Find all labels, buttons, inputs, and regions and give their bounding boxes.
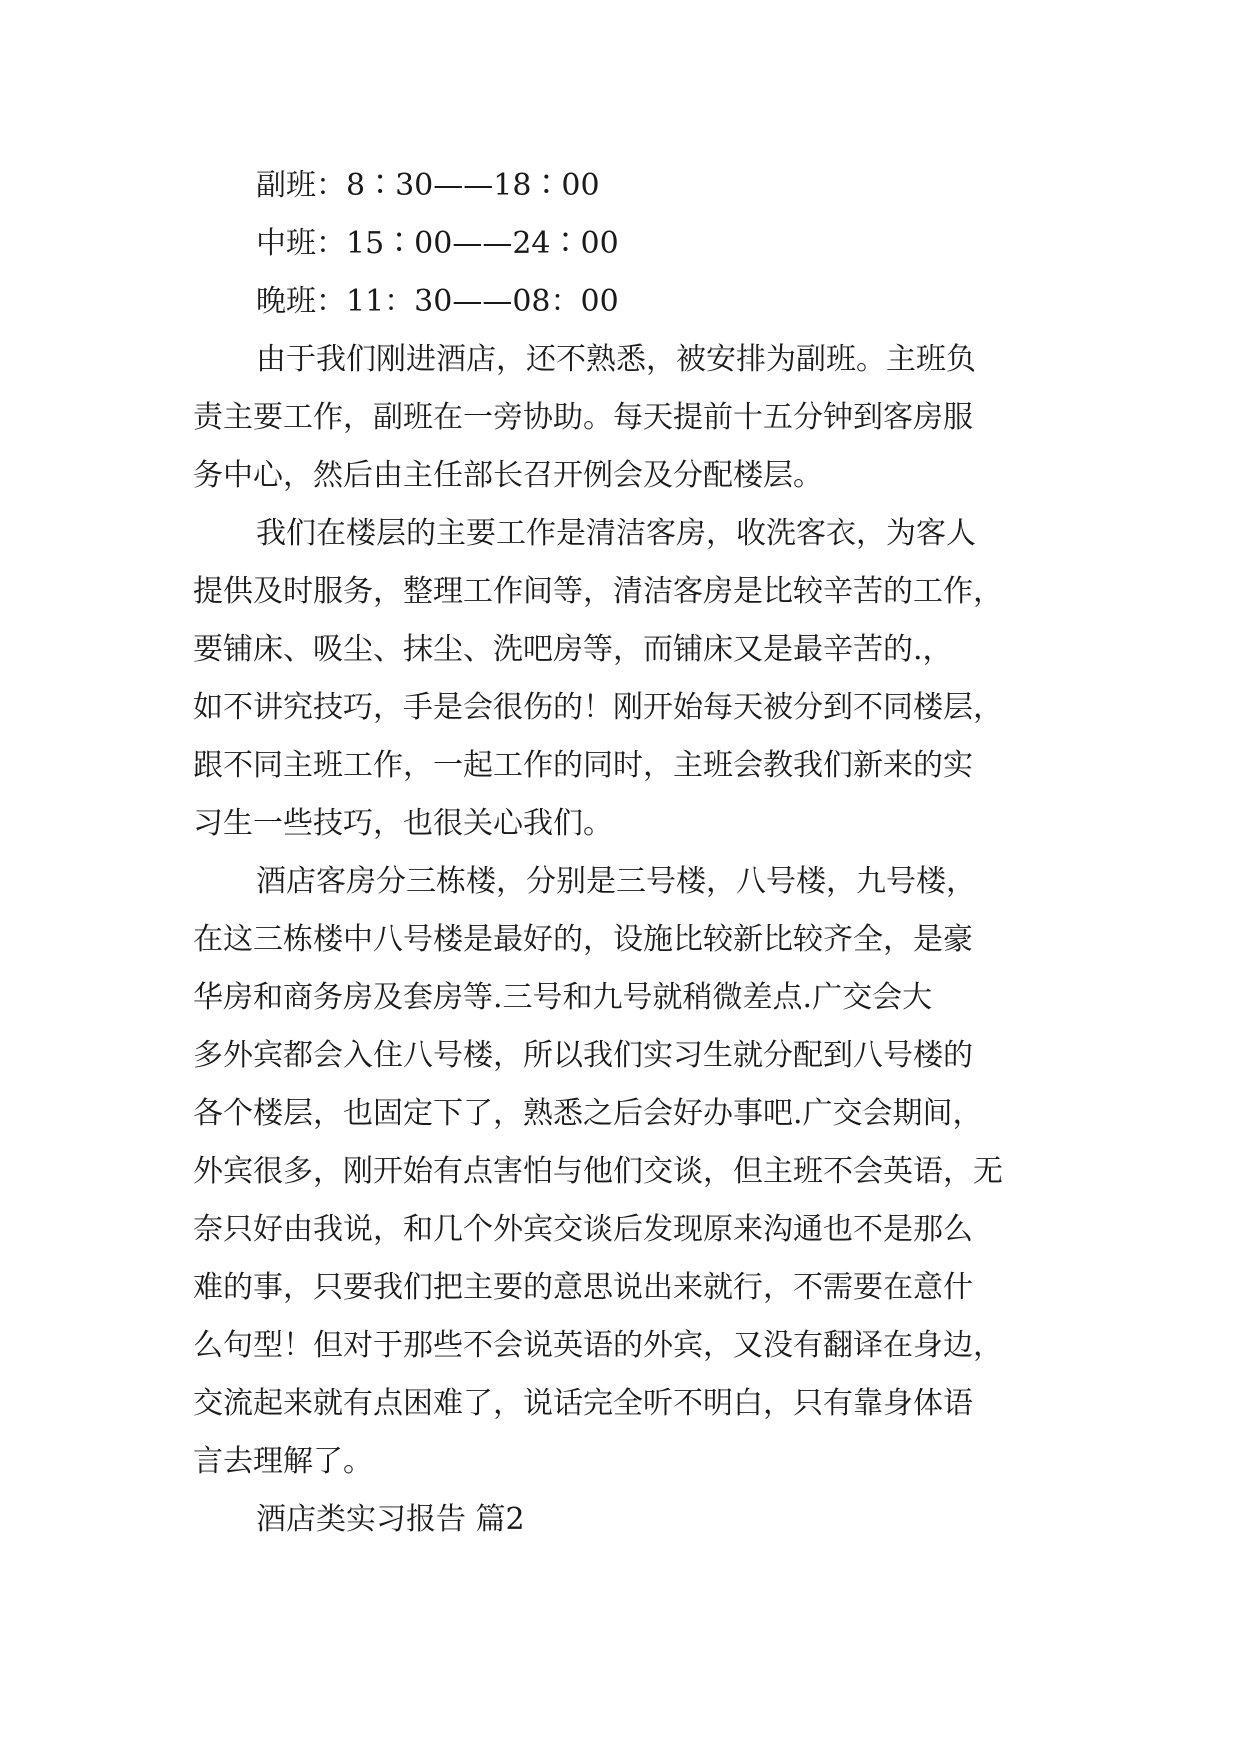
paragraph-line: 交流起来就有点困难了，说话完全听不明白，只有靠身体语 [193, 1386, 973, 1421]
paragraph-line: 在这三栋楼中八号楼是最好的，设施比较新比较齐全，是豪 [193, 922, 973, 957]
paragraph-line: 外宾很多，刚开始有点害怕与他们交谈，但主班不会英语，无 [193, 1154, 1003, 1189]
paragraph-line: 言去理解了。 [193, 1444, 373, 1479]
paragraph-line: 如不讲究技巧，手是会很伤的！刚开始每天被分到不同楼层， [193, 690, 1003, 725]
paragraph-line: 我们在楼层的主要工作是清洁客房，收洗客衣，为客人 [256, 516, 976, 551]
paragraph-line: 各个楼层，也固定下了，熟悉之后会好办事吧.广交会期间， [193, 1096, 983, 1131]
paragraph-line: 么句型！但对于那些不会说英语的外宾，又没有翻译在身边， [193, 1328, 1003, 1363]
section-heading: 酒店类实习报告 篇2 [256, 1502, 525, 1537]
paragraph-line: 习生一些技巧，也很关心我们。 [193, 806, 613, 841]
paragraph-line: 由于我们刚进酒店，还不熟悉，被安排为副班。主班负 [256, 342, 976, 377]
paragraph-line: 奈只好由我说，和几个外宾交谈后发现原来沟通也不是那么 [193, 1212, 973, 1247]
paragraph-line: 责主要工作，副班在一旁协助。每天提前十五分钟到客房服 [193, 400, 973, 435]
shift-night-line: 晚班：11：30——08：00 [256, 284, 619, 319]
paragraph-line: 跟不同主班工作，一起工作的同时，主班会教我们新来的实 [193, 748, 973, 783]
paragraph-line: 务中心，然后由主任部长召开例会及分配楼层。 [193, 458, 823, 493]
paragraph-line: 要铺床、吸尘、抹尘、洗吧房等，而铺床又是最辛苦的.， [193, 632, 953, 667]
paragraph-line: 多外宾都会入住八号楼，所以我们实习生就分配到八号楼的 [193, 1038, 973, 1073]
paragraph-line: 酒店客房分三栋楼，分别是三号楼，八号楼，九号楼， [256, 864, 976, 899]
shift-middle-line: 中班：15∶00——24∶00 [256, 226, 619, 261]
paragraph-line: 华房和商务房及套房等.三号和九号就稍微差点.广交会大 [193, 980, 933, 1015]
paragraph-line: 提供及时服务，整理工作间等，清洁客房是比较辛苦的工作， [193, 574, 1003, 609]
paragraph-line: 难的事，只要我们把主要的意思说出来就行，不需要在意什 [193, 1270, 973, 1305]
shift-deputy-line: 副班：8∶30——18∶00 [256, 168, 600, 203]
